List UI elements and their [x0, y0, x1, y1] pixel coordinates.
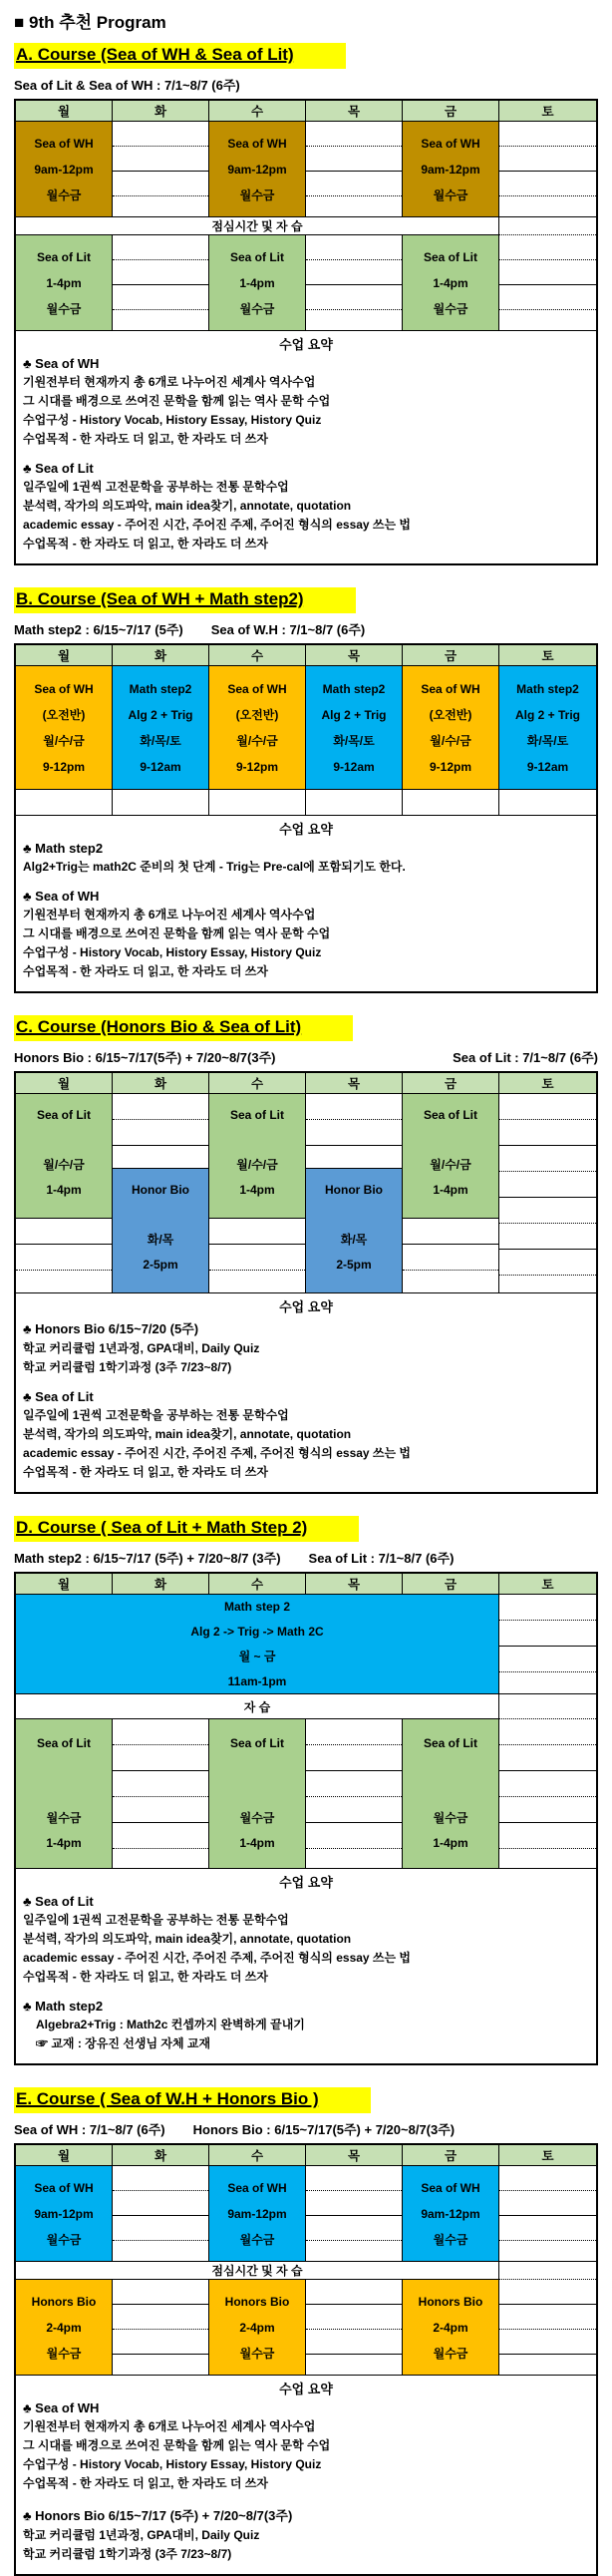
course-block-sea-of-lit: [16, 1719, 113, 1869]
course-time: 9am-12pm: [227, 162, 287, 177]
summary-line: 일주일에 1권씩 고전문학을 공부하는 전통 문학수업: [23, 480, 289, 494]
course-days: 월/수/금: [236, 733, 278, 748]
day-header-wed: 수: [209, 101, 306, 122]
subtitle-dates: Sea of Lit : 7/1~8/7 (6주): [453, 1050, 598, 1065]
summary-line: 분석력, 작가의 의도파악, main idea찾기, annotate, quotation: [23, 1427, 352, 1441]
course-name: Honors Bio: [31, 2294, 97, 2309]
course-days: 월수금: [433, 301, 468, 316]
course-time: 1-4pm: [433, 1183, 468, 1197]
course-class: (오전반): [429, 707, 472, 722]
day-header-tue: 화: [113, 101, 209, 122]
day-header-thu: 목: [306, 101, 403, 122]
course-days: 월수금: [46, 2346, 82, 2361]
section-e-title: E. Course ( Sea of W.H + Honors Bio ): [16, 2089, 319, 2108]
course-topic: Alg 2 + Trig: [514, 707, 580, 722]
section-a-title-bar: [14, 43, 346, 69]
day-header-wed: 수: [209, 1574, 306, 1595]
schedule-table-d: [14, 1572, 598, 2065]
section-a-title: A. Course (Sea of WH & Sea of Lit): [16, 45, 294, 64]
course-name: Sea of WH: [227, 136, 287, 151]
day-header-wed: 수: [209, 2145, 306, 2166]
course-days: 월수금: [46, 301, 82, 316]
section-c: [14, 1015, 598, 1494]
course-block-sea-of-wh: [403, 666, 499, 790]
course-days: 월수금: [239, 187, 275, 202]
summary-box: [16, 1869, 596, 2063]
day-header-sat: 토: [499, 1574, 596, 1595]
course-time: 1-4pm: [46, 1183, 82, 1197]
summary-heading: ♣ Sea of WH: [23, 356, 100, 371]
page-title: ■ 9th 추천 Program: [14, 13, 166, 32]
summary-line: 수업목적 - 한 자라도 더 읽고, 한 자라도 더 쓰자: [23, 2476, 268, 2490]
course-time: 11am-1pm: [227, 1673, 287, 1688]
empty-slot: [306, 1094, 403, 1169]
course-block-sea-of-wh: [403, 2166, 499, 2262]
course-block-honors-bio: [209, 2280, 306, 2376]
empty-slot: [306, 2280, 403, 2376]
summary-line: 수업목적 - 한 자라도 더 읽고, 한 자라도 더 쓰자: [23, 1465, 268, 1479]
course-name: Sea of WH: [34, 136, 94, 151]
day-header-tue: 화: [113, 1073, 209, 1094]
course-topic: Alg 2 + Trig: [128, 707, 193, 722]
course-time: 2-4pm: [433, 2320, 468, 2335]
course-days: 월수금: [239, 2346, 275, 2361]
course-days: 월수금: [46, 2232, 82, 2247]
course-time: 2-4pm: [46, 2320, 82, 2335]
course-days: 월/수/금: [236, 1158, 278, 1172]
summary-line: 학교 커리큘럼 1학기과정 (3주 7/23~8/7): [23, 1360, 232, 1374]
course-days: 월수금: [239, 301, 275, 316]
course-name: Honor Bio: [132, 1183, 189, 1197]
course-time: 1-4pm: [46, 1836, 82, 1850]
summary-line: academic essay - 주어진 시간, 주어진 주제, 주어진 형식의 essay 쓰는 법: [23, 1951, 412, 1965]
course-name: Honor Bio: [325, 1183, 383, 1197]
empty-slot: [499, 1719, 596, 1869]
course-days: 화/목/토: [333, 733, 375, 748]
section-e-subtitle: [14, 2119, 598, 2138]
empty-slot: [113, 122, 209, 217]
course-days: 월수금: [433, 2232, 468, 2247]
summary-heading: ♣ Sea of Lit: [23, 461, 94, 476]
summary-line: 그 시대를 배경으로 쓰여진 문학을 함께 읽는 역사 문학 수업: [23, 2438, 331, 2452]
empty-slot: [499, 790, 596, 816]
course-time: 2-4pm: [239, 2320, 275, 2335]
summary-heading: ♣ Honors Bio 6/15~7/17 (5주) + 7/20~8/7(3주): [23, 2508, 293, 2523]
course-block-sea-of-wh: [209, 666, 306, 790]
section-c-title-bar: [14, 1015, 353, 1041]
course-name: Honors Bio: [418, 2294, 483, 2309]
selfstudy-row: 자 습: [16, 1694, 499, 1719]
course-block-honors-bio: [16, 2280, 113, 2376]
day-header-wed: 수: [209, 645, 306, 666]
summary-title: 수업 요약: [279, 1875, 333, 1890]
summary-line: 수업목적 - 한 자라도 더 읽고, 한 자라도 더 쓰자: [23, 1970, 268, 1984]
course-name: Math step2: [516, 681, 579, 696]
course-block-sea-of-wh: [403, 122, 499, 217]
summary-line: 일주일에 1권씩 고전문학을 공부하는 전통 문학수업: [23, 1408, 289, 1422]
empty-slot: [499, 2280, 596, 2376]
summary-line: 분석력, 작가의 의도파악, main idea찾기, annotate, quotation: [23, 1932, 352, 1946]
course-days: 화/목/토: [140, 733, 181, 748]
course-time: 9am-12pm: [34, 2206, 94, 2221]
summary-line: 기원전부터 현재까지 총 6개로 나누어진 세계사 역사수업: [23, 2419, 316, 2433]
course-block-honor-bio: [113, 1169, 209, 1293]
course-block-math-step2: [16, 1595, 499, 1694]
course-days: 화/목/토: [526, 733, 569, 748]
course-name: Math step2: [129, 681, 192, 696]
course-block-sea-of-lit: [209, 1719, 306, 1869]
course-time: 9am-12pm: [421, 2206, 480, 2221]
empty-slot: [499, 2262, 596, 2280]
section-d-title-bar: [14, 1516, 359, 1542]
course-block-sea-of-lit: [403, 235, 499, 331]
subtitle-dates: Math step2 : 6/15~7/17 (5주) + 7/20~8/7 (3주): [14, 1551, 281, 1566]
empty-slot: [499, 122, 596, 217]
summary-heading: ♣ Sea of WH: [23, 889, 100, 904]
summary-line: 분석력, 작가의 의도파악, main idea찾기, annotate, quotation: [23, 499, 352, 513]
course-block-sea-of-lit: [403, 1719, 499, 1869]
summary-line: 학교 커리큘럼 1년과정, GPA대비, Daily Quiz: [23, 2528, 260, 2542]
summary-line: 수업구성 - History Vocab, History Essay, History Quiz: [23, 945, 322, 959]
day-header-fri: 금: [403, 1073, 499, 1094]
section-c-title: C. Course (Honors Bio & Sea of Lit): [16, 1017, 302, 1036]
subtitle-dates: Sea of Lit & Sea of WH : 7/1~8/7 (6주): [14, 78, 240, 93]
summary-line: 그 시대를 배경으로 쓰여진 문학을 함께 읽는 역사 문학 수업: [23, 394, 331, 408]
section-b-title: B. Course (Sea of WH + Math step2): [16, 589, 304, 608]
course-name: Sea of WH: [227, 681, 287, 696]
day-header-thu: 목: [306, 1073, 403, 1094]
course-time: 9-12pm: [429, 759, 472, 774]
course-name: Math step2: [322, 681, 386, 696]
day-header-mon: 월: [16, 1574, 113, 1595]
summary-heading: ♣ Sea of Lit: [23, 1894, 94, 1909]
summary-heading: ♣ Sea of Lit: [23, 1389, 94, 1404]
empty-slot: [209, 790, 306, 816]
course-days: 월수금: [239, 2232, 275, 2247]
empty-slot: [113, 790, 209, 816]
summary-line: Algebra2+Trig : Math2c 컨셉까지 완벽하게 끝내기: [36, 2018, 305, 2031]
course-block-honor-bio: [306, 1169, 403, 1293]
schedule-table-e: [14, 2143, 598, 2576]
section-d: [14, 1516, 598, 2065]
empty-slot: [403, 790, 499, 816]
schedule-table-c: [14, 1071, 598, 1494]
course-name: Sea of Lit: [229, 249, 284, 264]
course-block-sea-of-wh: [16, 666, 113, 790]
empty-slot: [499, 1595, 596, 1694]
course-days: 월수금: [46, 1811, 82, 1825]
course-days: 월/수/금: [43, 733, 85, 748]
course-time: 9am-12pm: [34, 162, 94, 177]
summary-box: [16, 816, 596, 991]
course-block-sea-of-wh: [16, 122, 113, 217]
summary-line: 학교 커리큘럼 1년과정, GPA대비, Daily Quiz: [23, 1341, 260, 1355]
course-time: 9-12pm: [42, 759, 86, 774]
section-c-subtitle: [14, 1047, 598, 1066]
course-block-sea-of-lit: [209, 1094, 306, 1219]
schedule-table-a: [14, 99, 598, 565]
summary-box: [16, 331, 596, 563]
empty-slot: [499, 235, 596, 331]
summary-line: ☞ 교재 : 장유진 선생님 자체 교재: [36, 2036, 211, 2050]
course-time: 1-4pm: [433, 275, 468, 290]
course-name: Sea of Lit: [36, 249, 91, 264]
course-name: Sea of Lit: [423, 1108, 477, 1122]
course-name: Sea of Lit: [36, 1736, 91, 1750]
summary-line: 수업목적 - 한 자라도 더 읽고, 한 자라도 더 쓰자: [23, 432, 268, 446]
empty-slot: [113, 2280, 209, 2376]
day-header-tue: 화: [113, 1574, 209, 1595]
summary-line: 기원전부터 현재까지 총 6개로 나누어진 세계사 역사수업: [23, 375, 316, 389]
empty-slot: [403, 1219, 499, 1293]
section-e-title-bar: [14, 2087, 371, 2113]
course-days: 월/수/금: [430, 1158, 471, 1172]
empty-slot: [499, 2166, 596, 2262]
summary-line: 기원전부터 현재까지 총 6개로 나누어진 세계사 역사수업: [23, 908, 316, 921]
section-d-subtitle: [14, 1548, 598, 1567]
empty-slot: [16, 1219, 113, 1293]
summary-line: academic essay - 주어진 시간, 주어진 주제, 주어진 형식의 essay 쓰는 법: [23, 1446, 412, 1460]
summary-box: [16, 2376, 596, 2574]
course-name: Sea of Lit: [423, 249, 477, 264]
day-header-tue: 화: [113, 2145, 209, 2166]
course-time: 1-4pm: [239, 1183, 275, 1197]
course-block-sea-of-lit: [209, 235, 306, 331]
course-time: 9-12am: [140, 759, 181, 774]
day-header-thu: 목: [306, 645, 403, 666]
day-header-mon: 월: [16, 2145, 113, 2166]
course-name: Honors Bio: [224, 2294, 290, 2309]
day-header-sat: 토: [499, 1073, 596, 1094]
course-time: 9-12pm: [235, 759, 279, 774]
course-name: Sea of Lit: [229, 1108, 284, 1122]
section-b-title-bar: [14, 587, 356, 613]
summary-heading: ♣ Sea of WH: [23, 2400, 100, 2415]
lunch-row: 점심시간 및 자 습: [16, 217, 499, 235]
section-b: [14, 587, 598, 993]
day-header-sat: 토: [499, 2145, 596, 2166]
course-block-sea-of-lit: [403, 1094, 499, 1219]
course-days: 월수금: [433, 2346, 468, 2361]
course-time: 2-5pm: [336, 1258, 372, 1272]
day-header-mon: 월: [16, 645, 113, 666]
course-class: (오전반): [42, 707, 86, 722]
subtitle-dates: Sea of Lit : 7/1~8/7 (6주): [308, 1551, 455, 1566]
course-time: 9am-12pm: [421, 162, 480, 177]
course-block-sea-of-wh: [209, 2166, 306, 2262]
course-time: 1-4pm: [433, 1836, 468, 1850]
day-header-wed: 수: [209, 1073, 306, 1094]
summary-title: 수업 요약: [279, 822, 333, 837]
course-time: 1-4pm: [46, 275, 82, 290]
summary-line: 그 시대를 배경으로 쓰여진 문학을 함께 읽는 역사 문학 수업: [23, 926, 331, 940]
course-days: 월수금: [433, 187, 468, 202]
summary-line: Alg2+Trig는 math2C 준비의 첫 단계 - Trig는 Pre-cal에 포함되기도 한다.: [23, 860, 406, 874]
summary-line: 수업목적 - 한 자라도 더 읽고, 한 자라도 더 쓰자: [23, 537, 268, 551]
day-header-fri: 금: [403, 1574, 499, 1595]
day-header-sat: 토: [499, 645, 596, 666]
summary-line: 수업구성 - History Vocab, History Essay, History Quiz: [23, 413, 322, 427]
summary-line: 학교 커리큘럼 1학기과정 (3주 7/23~8/7): [23, 2547, 232, 2561]
course-block-sea-of-lit: [16, 1094, 113, 1219]
empty-slot: [499, 1694, 596, 1719]
course-name: Sea of WH: [34, 2180, 94, 2195]
summary-title: 수업 요약: [279, 2382, 333, 2396]
course-block-sea-of-lit: [16, 235, 113, 331]
course-block-honors-bio: [403, 2280, 499, 2376]
day-header-mon: 월: [16, 101, 113, 122]
summary-line: 수업구성 - History Vocab, History Essay, History Quiz: [23, 2457, 322, 2471]
day-header-tue: 화: [113, 645, 209, 666]
summary-title: 수업 요약: [279, 337, 333, 352]
section-e: [14, 2087, 598, 2576]
course-days: 화/목: [340, 1233, 368, 1247]
subtitle-dates: Sea of WH : 7/1~8/7 (6주): [14, 2122, 165, 2137]
empty-slot: [306, 1719, 403, 1869]
section-a-subtitle: [14, 75, 598, 94]
course-block-math-step2: [306, 666, 403, 790]
schedule-table-b: [14, 643, 598, 993]
day-header-mon: 월: [16, 1073, 113, 1094]
summary-line: academic essay - 주어진 시간, 주어진 주제, 주어진 형식의 essay 쓰는 법: [23, 518, 412, 532]
day-header-fri: 금: [403, 101, 499, 122]
course-topic: Alg 2 -> Trig -> Math 2C: [190, 1624, 324, 1639]
course-block-math-step2: [113, 666, 209, 790]
empty-slot: [113, 1094, 209, 1169]
course-name: Sea of WH: [34, 681, 94, 696]
empty-slot: [499, 217, 596, 235]
course-block-math-step2: [499, 666, 596, 790]
day-header-thu: 목: [306, 2145, 403, 2166]
course-name: Sea of WH: [421, 681, 480, 696]
course-time: 9-12am: [333, 759, 375, 774]
subtitle-dates: Honors Bio : 6/15~7/17(5주) + 7/20~8/7(3주): [14, 1050, 276, 1065]
empty-slot: [306, 235, 403, 331]
day-header-fri: 금: [403, 2145, 499, 2166]
course-time: 9-12am: [526, 759, 569, 774]
summary-line: 일주일에 1권씩 고전문학을 공부하는 전통 문학수업: [23, 1913, 289, 1927]
empty-slot: [113, 1719, 209, 1869]
summary-box: [16, 1293, 596, 1492]
course-time: 1-4pm: [239, 1836, 275, 1850]
course-time: 9am-12pm: [227, 2206, 287, 2221]
course-name: Sea of WH: [227, 2180, 287, 2195]
empty-slot: [306, 122, 403, 217]
course-block-sea-of-wh: [16, 2166, 113, 2262]
summary-heading: ♣ Math step2: [23, 841, 104, 856]
empty-slot: [16, 790, 113, 816]
course-days: 월 ~ 금: [238, 1649, 276, 1663]
course-block-sea-of-wh: [209, 122, 306, 217]
day-header-fri: 금: [403, 645, 499, 666]
subtitle-dates: Math step2 : 6/15~7/17 (5주): [14, 622, 183, 637]
lunch-row: 점심시간 및 자 습: [16, 2262, 499, 2280]
course-name: Sea of Lit: [36, 1108, 91, 1122]
summary-title: 수업 요약: [279, 1299, 333, 1314]
course-name: Sea of Lit: [423, 1736, 477, 1750]
empty-slot: [499, 1094, 596, 1293]
course-days: 월/수/금: [43, 1158, 85, 1172]
subtitle-dates: Sea of W.H : 7/1~8/7 (6주): [210, 622, 366, 637]
section-d-title: D. Course ( Sea of Lit + Math Step 2): [16, 1518, 308, 1537]
course-name: Sea of Lit: [229, 1736, 284, 1750]
section-b-subtitle: [14, 619, 598, 638]
subtitle-dates: Honors Bio : 6/15~7/17(5주) + 7/20~8/7(3주): [192, 2122, 456, 2137]
course-name: Sea of WH: [421, 2180, 480, 2195]
course-name: Math step 2: [223, 1599, 290, 1614]
course-days: 월수금: [239, 1811, 275, 1825]
summary-heading: ♣ Math step2: [23, 1999, 104, 2014]
summary-heading: ♣ Honors Bio 6/15~7/20 (5주): [23, 1321, 199, 1336]
day-header-thu: 목: [306, 1574, 403, 1595]
empty-slot: [306, 2166, 403, 2262]
course-topic: Alg 2 + Trig: [321, 707, 387, 722]
empty-slot: [113, 2166, 209, 2262]
course-days: 월수금: [46, 187, 82, 202]
course-days: 월/수/금: [430, 733, 471, 748]
summary-line: 수업목적 - 한 자라도 더 읽고, 한 자라도 더 쓰자: [23, 964, 268, 978]
course-days: 화/목: [147, 1233, 174, 1247]
empty-slot: [113, 235, 209, 331]
course-class: (오전반): [235, 707, 279, 722]
course-time: 1-4pm: [239, 275, 275, 290]
empty-slot: [209, 1219, 306, 1293]
section-a: [14, 43, 598, 565]
day-header-sat: 토: [499, 101, 596, 122]
course-time: 2-5pm: [143, 1258, 178, 1272]
empty-slot: [306, 790, 403, 816]
course-name: Sea of WH: [421, 136, 480, 151]
course-days: 월수금: [433, 1811, 468, 1825]
